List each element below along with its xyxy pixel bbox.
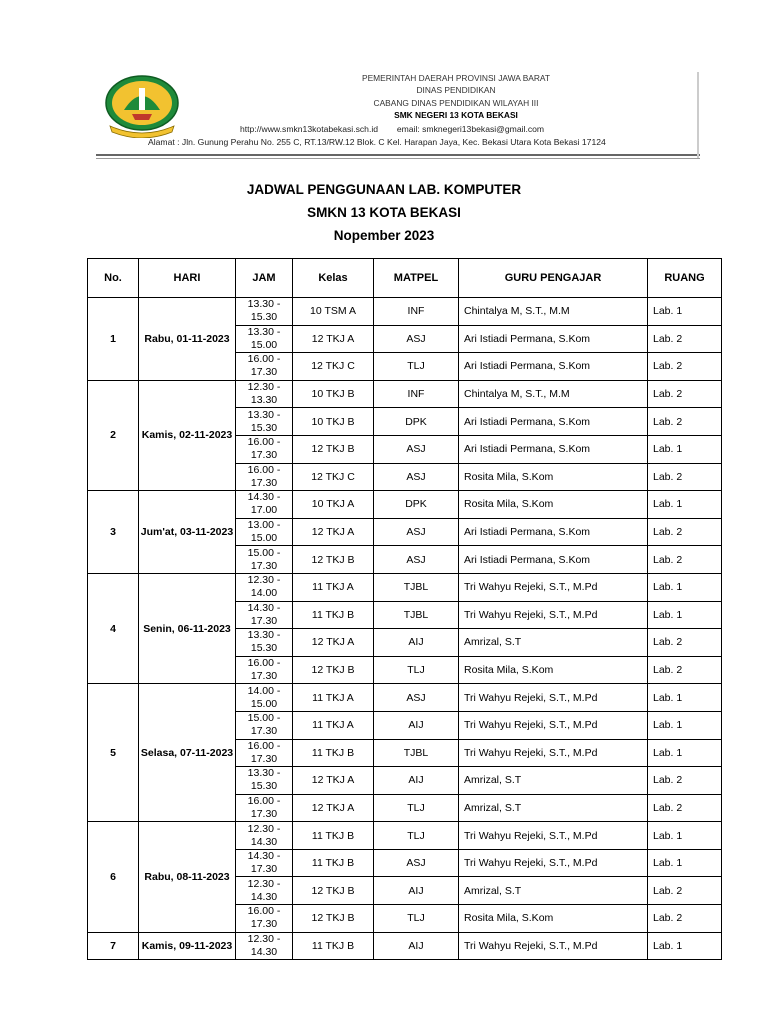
cell-kelas: 12 TKJ A	[293, 325, 374, 353]
table-header-row	[88, 259, 722, 298]
cell-ruang: Lab. 1	[648, 822, 722, 850]
period-title: Nopember 2023	[333, 228, 435, 243]
cell-jam: 12.30 - 14.30	[236, 877, 293, 905]
cell-hari: Selasa, 07-11-2023	[139, 684, 236, 822]
table-row	[88, 822, 722, 850]
jawa-barat-emblem-logo	[102, 74, 182, 138]
cell-ruang: Lab. 1	[648, 573, 722, 601]
cell-jam: 13.30 - 15.00	[236, 325, 293, 353]
cell-guru-pengajar: Rosita Mila, S.Kom	[459, 463, 648, 491]
letterhead-website-link[interactable]: http://www.smkn13kotabekasi.sch.id	[240, 124, 379, 134]
cell-guru-pengajar: Tri Wahyu Rejeki, S.T., M.Pd	[459, 849, 648, 877]
cell-kelas: 10 TKJ B	[293, 408, 374, 436]
header-matpel: MATPEL	[374, 259, 459, 298]
cell-jam: 16.00 - 17.30	[236, 794, 293, 822]
header-jam: JAM	[236, 259, 293, 298]
letterhead-line-1: PEMERINTAH DAERAH PROVINSI JAWA BARAT	[362, 73, 550, 83]
letterhead-address: Alamat : Jln. Gunung Perahu No. 255 C, RT.13/RW.12 Blok. C Kel. Harapan Jaya, Kec. Bekasi Utara Kota Bekasi 17124	[148, 137, 606, 147]
cell-matpel: DPK	[374, 491, 459, 519]
cell-jam: 12.30 - 14.00	[236, 573, 293, 601]
cell-matpel: AIJ	[374, 711, 459, 739]
table-row	[88, 298, 722, 326]
cell-kelas: 11 TKJ A	[293, 684, 374, 712]
letterhead-line-2: DINAS PENDIDIKAN	[416, 85, 496, 96]
cell-ruang: Lab. 1	[648, 601, 722, 629]
cell-jam: 16.00 - 17.30	[236, 656, 293, 684]
cell-guru-pengajar: Rosita Mila, S.Kom	[459, 491, 648, 519]
cell-kelas: 12 TKJ A	[293, 767, 374, 795]
cell-jam: 13.30 - 15.30	[236, 629, 293, 657]
cell-matpel: TLJ	[374, 353, 459, 381]
cell-guru-pengajar: Tri Wahyu Rejeki, S.T., M.Pd	[459, 932, 648, 960]
header-guru-pengajar: GURU PENGAJAR	[459, 259, 648, 298]
cell-kelas: 12 TKJ A	[293, 518, 374, 546]
cell-jam: 14.30 - 17.00	[236, 491, 293, 519]
cell-guru-pengajar: Amrizal, S.T	[459, 877, 648, 905]
cell-guru-pengajar: Amrizal, S.T	[459, 794, 648, 822]
cell-guru-pengajar: Ari Istiadi Permana, S.Kom	[459, 546, 648, 574]
letterhead-email[interactable]: email: smknegeri13bekasi@gmail.com	[396, 124, 545, 134]
cell-jam: 13.30 - 15.30	[236, 298, 293, 326]
cell-matpel: TLJ	[374, 794, 459, 822]
cell-kelas: 12 TKJ A	[293, 629, 374, 657]
cell-guru-pengajar: Amrizal, S.T	[459, 767, 648, 795]
cell-matpel: ASJ	[374, 849, 459, 877]
cell-no: 2	[88, 380, 139, 490]
cell-ruang: Lab. 2	[648, 877, 722, 905]
cell-matpel: ASJ	[374, 684, 459, 712]
header-ruang: RUANG	[648, 259, 722, 298]
cell-ruang: Lab. 1	[648, 298, 722, 326]
cell-guru-pengajar: Rosita Mila, S.Kom	[459, 905, 648, 933]
document-titles	[0, 180, 768, 249]
cell-matpel: TJBL	[374, 739, 459, 767]
cell-guru-pengajar: Chintalya M, S.T., M.M	[459, 380, 648, 408]
cell-matpel: TJBL	[374, 573, 459, 601]
cell-ruang: Lab. 2	[648, 656, 722, 684]
cell-kelas: 12 TKJ C	[293, 463, 374, 491]
cell-guru-pengajar: Ari Istiadi Permana, S.Kom	[459, 408, 648, 436]
school-title: SMKN 13 KOTA BEKASI	[307, 205, 461, 220]
cell-ruang: Lab. 2	[648, 325, 722, 353]
header-kelas: Kelas	[293, 259, 374, 298]
cell-ruang: Lab. 2	[648, 408, 722, 436]
cell-guru-pengajar: Ari Istiadi Permana, S.Kom	[459, 325, 648, 353]
cell-kelas: 12 TKJ A	[293, 794, 374, 822]
cell-ruang: Lab. 1	[648, 739, 722, 767]
table-row	[88, 684, 722, 712]
cell-jam: 14.30 - 17.30	[236, 601, 293, 629]
cell-matpel: ASJ	[374, 435, 459, 463]
cell-ruang: Lab. 2	[648, 463, 722, 491]
schedule-table	[87, 258, 722, 960]
cell-no: 1	[88, 298, 139, 381]
cell-ruang: Lab. 2	[648, 518, 722, 546]
cell-matpel: INF	[374, 298, 459, 326]
cell-matpel: AIJ	[374, 877, 459, 905]
cell-ruang: Lab. 2	[648, 353, 722, 381]
cell-guru-pengajar: Chintalya M, S.T., M.M	[459, 298, 648, 326]
cell-guru-pengajar: Tri Wahyu Rejeki, S.T., M.Pd	[459, 711, 648, 739]
cell-matpel: INF	[374, 380, 459, 408]
header-hari: HARI	[139, 259, 236, 298]
cell-hari: Rabu, 08-11-2023	[139, 822, 236, 932]
cell-kelas: 10 TKJ A	[293, 491, 374, 519]
cell-ruang: Lab. 2	[648, 767, 722, 795]
table-row	[88, 932, 722, 960]
cell-matpel: AIJ	[374, 629, 459, 657]
cell-jam: 12.30 - 14.30	[236, 822, 293, 850]
cell-matpel: TLJ	[374, 822, 459, 850]
letterhead-school-name: SMK NEGERI 13 KOTA BEKASI	[394, 110, 518, 121]
cell-guru-pengajar: Tri Wahyu Rejeki, S.T., M.Pd	[459, 739, 648, 767]
cell-ruang: Lab. 1	[648, 849, 722, 877]
cell-ruang: Lab. 1	[648, 932, 722, 960]
cell-jam: 15.00 - 17.30	[236, 546, 293, 574]
cell-matpel: ASJ	[374, 546, 459, 574]
cell-jam: 14.00 - 15.00	[236, 684, 293, 712]
cell-kelas: 10 TKJ B	[293, 380, 374, 408]
cell-kelas: 11 TKJ B	[293, 932, 374, 960]
cell-ruang: Lab. 2	[648, 905, 722, 933]
cell-matpel: ASJ	[374, 325, 459, 353]
cell-hari: Rabu, 01-11-2023	[139, 298, 236, 381]
cell-guru-pengajar: Ari Istiadi Permana, S.Kom	[459, 435, 648, 463]
cell-matpel: TLJ	[374, 656, 459, 684]
cell-kelas: 12 TKJ B	[293, 877, 374, 905]
table-row	[88, 573, 722, 601]
cell-hari: Kamis, 02-11-2023	[139, 380, 236, 490]
cell-guru-pengajar: Rosita Mila, S.Kom	[459, 656, 648, 684]
cell-guru-pengajar: Tri Wahyu Rejeki, S.T., M.Pd	[459, 822, 648, 850]
document-title: JADWAL PENGGUNAAN LAB. KOMPUTER	[246, 182, 522, 197]
letterhead-divider	[96, 154, 700, 156]
cell-matpel: ASJ	[374, 518, 459, 546]
cell-matpel: AIJ	[374, 932, 459, 960]
cell-matpel: AIJ	[374, 767, 459, 795]
cell-jam: 16.00 - 17.30	[236, 739, 293, 767]
cell-kelas: 12 TKJ B	[293, 435, 374, 463]
cell-no: 5	[88, 684, 139, 822]
cell-jam: 16.00 - 17.30	[236, 463, 293, 491]
cell-guru-pengajar: Tri Wahyu Rejeki, S.T., M.Pd	[459, 684, 648, 712]
cell-guru-pengajar: Tri Wahyu Rejeki, S.T., M.Pd	[459, 601, 648, 629]
cell-jam: 16.00 - 17.30	[236, 905, 293, 933]
cell-no: 3	[88, 491, 139, 574]
cell-kelas: 12 TKJ B	[293, 546, 374, 574]
cell-kelas: 11 TKJ A	[293, 711, 374, 739]
table-row	[88, 380, 722, 408]
cell-kelas: 12 TKJ B	[293, 905, 374, 933]
header-no: No.	[88, 259, 139, 298]
cell-no: 6	[88, 822, 139, 932]
cell-ruang: Lab. 1	[648, 711, 722, 739]
cell-guru-pengajar: Ari Istiadi Permana, S.Kom	[459, 518, 648, 546]
cell-no: 4	[88, 573, 139, 683]
cell-ruang: Lab. 2	[648, 794, 722, 822]
cell-hari: Jum'at, 03-11-2023	[139, 491, 236, 574]
cell-kelas: 11 TKJ B	[293, 601, 374, 629]
cell-kelas: 11 TKJ B	[293, 822, 374, 850]
cell-jam: 13.00 - 15.00	[236, 518, 293, 546]
cell-jam: 13.30 - 15.30	[236, 767, 293, 795]
cell-kelas: 11 TKJ B	[293, 739, 374, 767]
letterhead-divider-thin	[96, 158, 700, 159]
letterhead-line-3: CABANG DINAS PENDIDIKAN WILAYAH III	[373, 97, 539, 108]
cell-kelas: 11 TKJ A	[293, 573, 374, 601]
cell-ruang: Lab. 2	[648, 629, 722, 657]
cell-ruang: Lab. 1	[648, 491, 722, 519]
cell-kelas: 12 TKJ C	[293, 353, 374, 381]
cell-jam: 14.30 - 17.30	[236, 849, 293, 877]
cell-ruang: Lab. 2	[648, 546, 722, 574]
cell-kelas: 12 TKJ B	[293, 656, 374, 684]
cell-hari: Kamis, 09-11-2023	[139, 932, 236, 960]
table-row	[88, 491, 722, 519]
cell-jam: 12.30 - 13.30	[236, 380, 293, 408]
cell-ruang: Lab. 2	[648, 380, 722, 408]
cell-kelas: 10 TSM A	[293, 298, 374, 326]
cell-jam: 16.00 - 17.30	[236, 435, 293, 463]
schedule-table-body	[88, 298, 722, 960]
cell-matpel: ASJ	[374, 463, 459, 491]
cell-no: 7	[88, 932, 139, 960]
cell-ruang: Lab. 1	[648, 435, 722, 463]
letterhead-edge	[697, 72, 699, 158]
cell-guru-pengajar: Amrizal, S.T	[459, 629, 648, 657]
cell-jam: 16.00 - 17.30	[236, 353, 293, 381]
letterhead	[96, 72, 700, 160]
cell-matpel: TLJ	[374, 905, 459, 933]
cell-guru-pengajar: Ari Istiadi Permana, S.Kom	[459, 353, 648, 381]
cell-jam: 15.00 - 17.30	[236, 711, 293, 739]
cell-matpel: TJBL	[374, 601, 459, 629]
cell-jam: 12.30 - 14.30	[236, 932, 293, 960]
cell-guru-pengajar: Tri Wahyu Rejeki, S.T., M.Pd	[459, 573, 648, 601]
cell-ruang: Lab. 1	[648, 684, 722, 712]
cell-jam: 13.30 - 15.30	[236, 408, 293, 436]
cell-kelas: 11 TKJ B	[293, 849, 374, 877]
cell-matpel: DPK	[374, 408, 459, 436]
cell-hari: Senin, 06-11-2023	[139, 573, 236, 683]
